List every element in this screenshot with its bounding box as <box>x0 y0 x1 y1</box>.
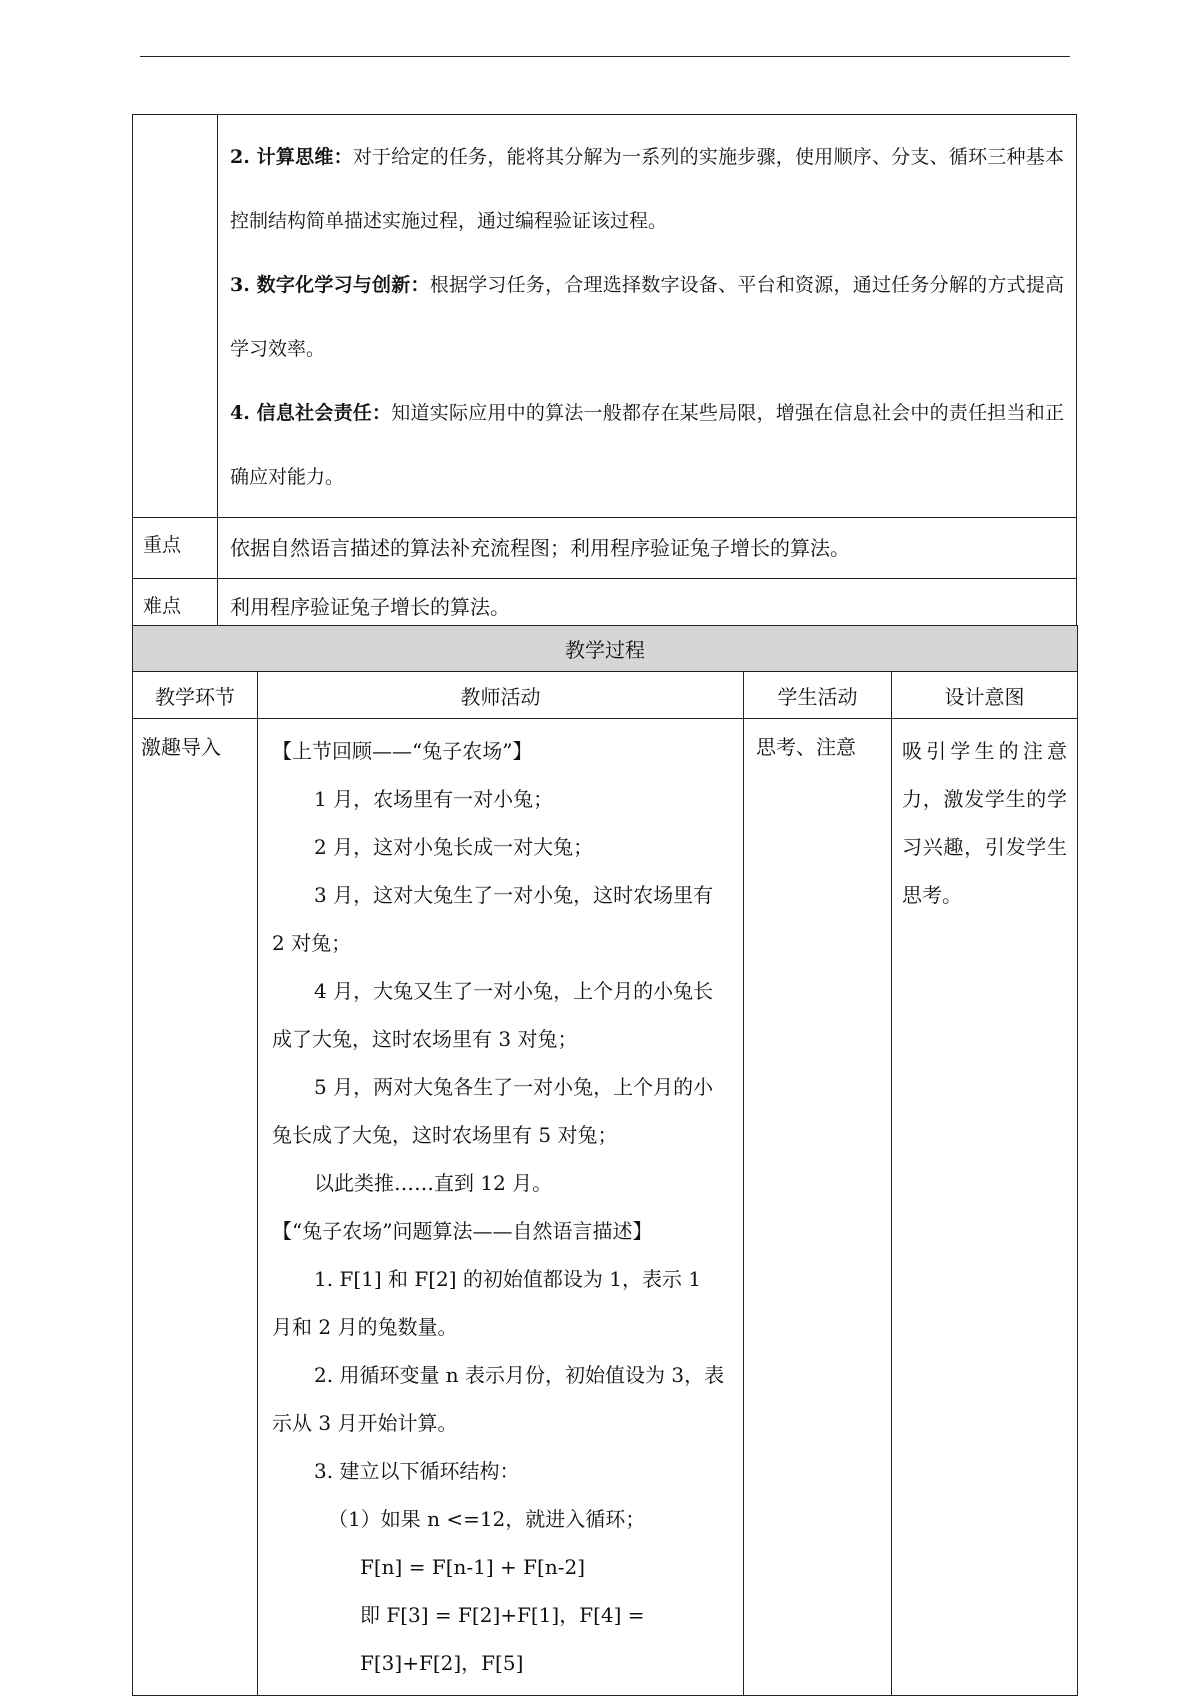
teacher-line: 即 F[3] = F[2]+F[1]，F[4] = F[3]+F[2]，F[5] <box>360 1603 645 1675</box>
teacher-line: 3. 建立以下循环结构： <box>314 1459 520 1483</box>
header-student: 学生活动 <box>744 672 892 719</box>
design-intent-cell: 吸引学生的注意力，激发学生的学习兴趣，引发学生思考。 <box>892 719 1078 1696</box>
goal-item <box>230 253 1064 381</box>
header-teacher: 教师活动 <box>258 672 744 719</box>
process-row <box>133 719 1078 1696</box>
teacher-line: 1. F[1] 和 F[2] 的初始值都设为 1，表示 1 <box>314 1267 702 1291</box>
goal-item <box>230 381 1064 509</box>
teacher-line: 5 月，两对大兔各生了一对小兔，上个月的小 <box>314 1075 714 1099</box>
teacher-line: 1 月，农场里有一对小兔； <box>314 787 554 811</box>
difficulty-text: 利用程序验证兔子增长的算法。 <box>218 579 1077 640</box>
teacher-line: 【上节回顾——“兔子农场”】 <box>272 739 533 763</box>
teacher-line: 【“兔子农场”问题算法——自然语言描述】 <box>272 1219 653 1243</box>
key-point-label: 重点 <box>133 518 218 579</box>
teacher-line: 4 月，大兔又生了一对小兔，上个月的小兔长 <box>314 979 714 1003</box>
header-rule <box>140 56 1070 57</box>
difficulty-label: 难点 <box>133 579 218 640</box>
goal-text: 根据学习任务，合理选择数字设备、平台和资源，通过任务分解的方式提高学习效率。 <box>230 274 1064 360</box>
teacher-line: 2. 用循环变量 n 表示月份，初始值设为 3，表 <box>314 1363 725 1387</box>
teacher-activity-cell <box>258 719 744 1696</box>
teacher-line: 成了大兔，这时农场里有 3 对兔； <box>272 1027 578 1051</box>
student-activity-cell: 思考、注意 <box>744 719 892 1696</box>
goal-title: 4. 信息社会责任： <box>230 402 392 424</box>
goals-cell <box>218 115 1077 518</box>
goals-label-cell <box>133 115 218 518</box>
header-intent: 设计意图 <box>892 672 1078 719</box>
header-stage: 教学环节 <box>133 672 258 719</box>
teacher-line: 以此类推……直到 12 月。 <box>314 1171 553 1195</box>
key-point-row <box>133 518 1077 579</box>
teacher-line: 2 对兔； <box>272 931 352 955</box>
stage-cell: 激趣导入 <box>133 719 258 1696</box>
goal-text: 知道实际应用中的算法一般都存在某些局限，增强在信息社会中的责任担当和正确应对能力。 <box>230 402 1064 488</box>
process-title: 教学过程 <box>133 626 1078 672</box>
goal-text: 对于给定的任务，能将其分解为一系列的实施步骤，使用顺序、分支、循环三种基本控制结构简单描述实施过程，通过编程验证该过程。 <box>230 146 1064 232</box>
teacher-line: 示从 3 月开始计算。 <box>272 1411 458 1435</box>
process-header-row <box>133 672 1078 719</box>
goal-title: 3. 数字化学习与创新： <box>230 274 430 296</box>
objectives-table <box>132 114 1077 640</box>
process-title-row <box>133 626 1078 672</box>
teacher-line: 3 月，这对大兔生了一对小兔，这时农场里有 <box>314 883 714 907</box>
process-table <box>132 625 1078 1696</box>
teacher-line: 2 月，这对小兔长成一对大兔； <box>314 835 594 859</box>
teacher-line: 月和 2 月的兔数量。 <box>272 1315 458 1339</box>
key-point-text: 依据自然语言描述的算法补充流程图；利用程序验证兔子增长的算法。 <box>218 518 1077 579</box>
teacher-line: 兔长成了大兔，这时农场里有 5 对兔； <box>272 1123 618 1147</box>
teacher-line: （1）如果 n <=12，就进入循环； <box>328 1507 646 1531</box>
goal-title: 2. 计算思维： <box>230 146 353 168</box>
goals-row <box>133 115 1077 518</box>
goal-item <box>230 125 1064 253</box>
teacher-line: F[n] = F[n-1] + F[n-2] <box>360 1555 585 1579</box>
